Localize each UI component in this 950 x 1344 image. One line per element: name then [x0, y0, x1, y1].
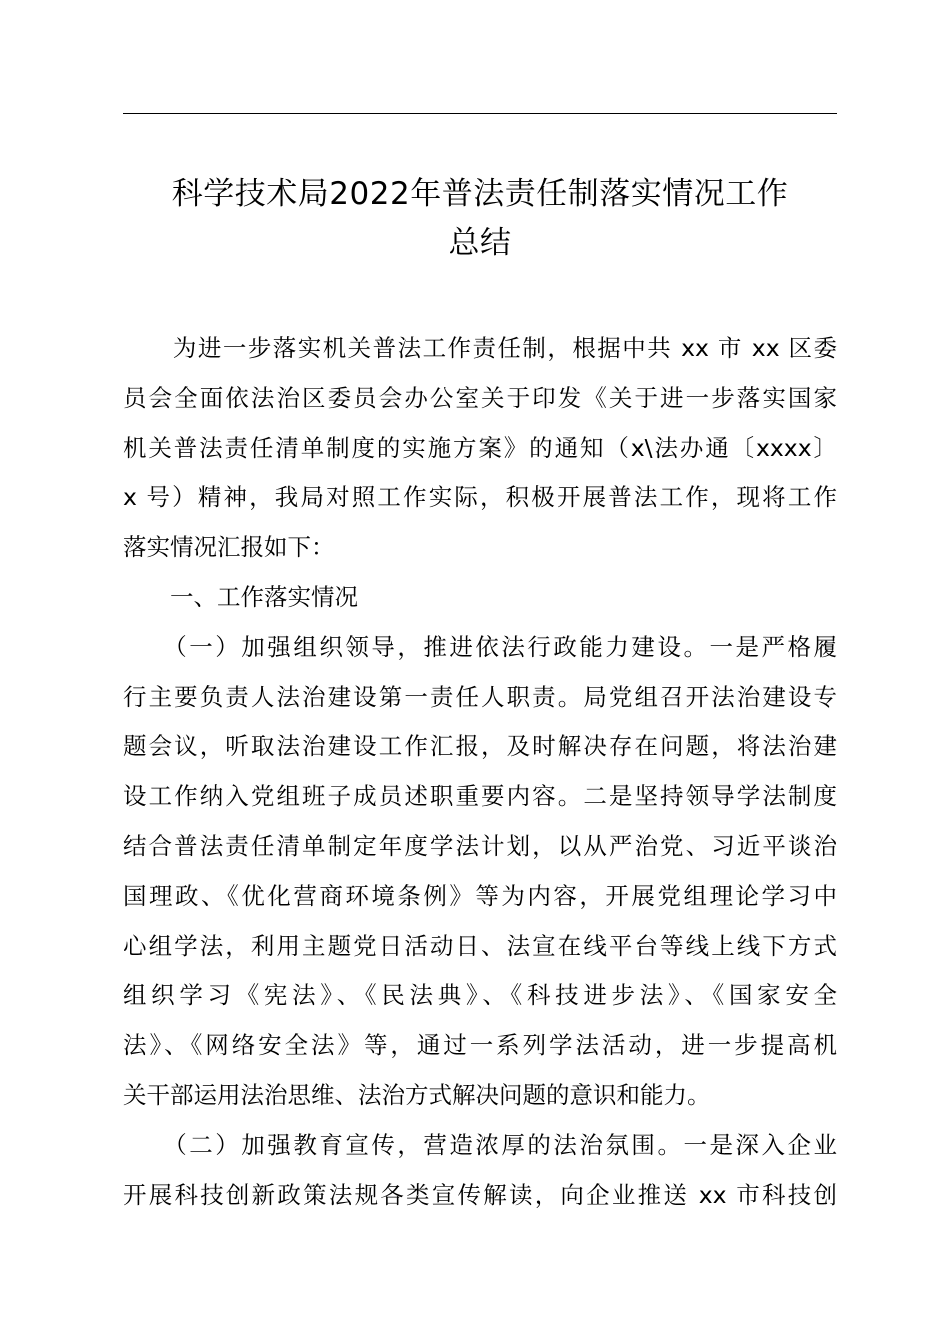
body-line: 员会全面依法治区委员会办公室关于印发《关于进一步落实国家: [123, 383, 837, 412]
title-line-2: 总结: [448, 225, 512, 261]
body-line: 题会议，听取法治建设工作汇报，及时解决存在问题，将法治建: [123, 732, 837, 761]
title-line-1: 科学技术局2022年普法责任制落实情况工作: [171, 176, 789, 212]
body-line: （一）加强组织领导，推进依法行政能力建设。一是严格履: [123, 632, 837, 661]
body-line: 机关普法责任清单制度的实施方案》的通知（x\法办通〔xxxx〕: [123, 433, 837, 462]
body-line: 为进一步落实机关普法工作责任制，根据中共 xx 市 xx 区委: [123, 334, 837, 362]
body-line: 开展科技创新政策法规各类宣传解读，向企业推送 xx 市科技创: [123, 1180, 837, 1209]
body-line: 结合普法责任清单制定年度学法计划，以从严治党、习近平谈治: [123, 831, 837, 860]
body-line: 法》、《网络安全法》等，通过一系列学法活动，进一步提高机: [123, 1031, 837, 1060]
body-line: （二）加强教育宣传，营造浓厚的法治氛围。一是深入企业: [123, 1130, 837, 1159]
body-line: 行主要负责人法治建设第一责任人职责。局党组召开法治建设专: [123, 682, 837, 711]
document-title: [123, 170, 837, 268]
header-rule: [123, 113, 837, 114]
body-line: 一、工作落实情况: [123, 582, 358, 611]
body-line: 组织学习《宪法》、《民法典》、《科技进步法》、《国家安全: [123, 981, 837, 1010]
document-body: [123, 324, 837, 1220]
body-line: 国理政、《优化营商环境条例》等为内容，开展党组理论学习中: [123, 881, 837, 910]
body-line: 心组学法，利用主题党日活动日、法宣在线平台等线上线下方式: [123, 931, 837, 960]
body-line: 设工作纳入党组班子成员述职重要内容。二是坚持领导学法制度: [123, 782, 837, 811]
body-line: x 号）精神，我局对照工作实际，积极开展普法工作，现将工作: [123, 483, 837, 512]
body-line: 落实情况汇报如下：: [123, 533, 335, 562]
body-line: 关干部运用法治思维、法治方式解决问题的意识和能力。: [123, 1080, 711, 1109]
